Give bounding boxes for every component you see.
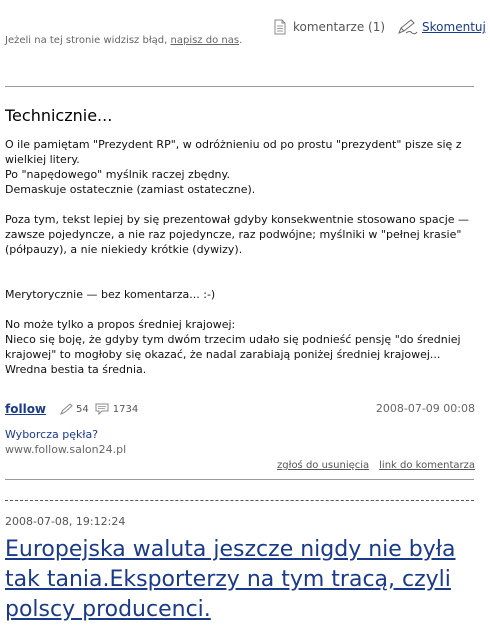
comment-body: [5, 137, 475, 377]
signature-title: Wyborcza pękła?: [5, 428, 99, 441]
post-title-link[interactable]: Europejska waluta jeszcze nigdy nie była tak tania.Eksporterzy na tym tracą, czyli polscy producenci.: [5, 537, 456, 622]
report-abuse-link[interactable]: zgłoś do usunięcia: [277, 460, 370, 471]
report-error-suffix: .: [239, 35, 243, 46]
divider: [5, 479, 474, 480]
comment-paragraph: Merytorycznie — bez komentarza... :-): [5, 288, 216, 301]
comment-paragraph: O ile pamiętam "Prezydent RP", w odróżnieniu od po prostu "prezydent" pisze się z wielkiej litery.: [5, 138, 462, 166]
post-date: 2008-07-08, 19:12:24: [5, 515, 126, 528]
speech-bubble-icon: [94, 403, 110, 415]
comments-count-label: komentarze (1): [293, 20, 386, 34]
comment-author-link[interactable]: follow: [5, 402, 47, 416]
comment-date: 2008-07-09 00:08: [375, 402, 475, 415]
author-comments-count: 1734: [112, 403, 139, 415]
comment-actions: [267, 460, 475, 471]
comment-paragraph: No może tylko a propos średniej krajowej:: [5, 318, 236, 331]
comments-count-link[interactable]: [272, 19, 385, 35]
comment-title: Technicznie...: [5, 106, 113, 125]
dashed-divider: [5, 500, 474, 501]
report-error-text: Jeżeli na tej stronie widzisz błąd,: [5, 35, 171, 46]
signature-url: www.follow.salon24.pl: [5, 443, 127, 456]
pen-icon: [397, 19, 419, 35]
pen-small-icon: [60, 403, 74, 415]
comment-button[interactable]: [397, 19, 486, 35]
comment-meta: [5, 402, 475, 418]
document-icon: [272, 19, 288, 35]
permalink-link[interactable]: link do komentarza: [379, 460, 475, 471]
comment-paragraph: Po "napędowego" myślnik raczej zbędny.: [5, 168, 230, 181]
divider: [5, 86, 474, 87]
author-posts-count: 54: [76, 403, 89, 415]
comment-paragraph: Poza tym, tekst lepiej by się prezentował gdyby konsekwentnie stosowano spacje — zawsze pojedyncze, a nie raz pojedyncze, raz podwójne; myślniki w "pełnej krasie" (półpauzy), a nie niekiedy krótkie (dywizy).: [5, 213, 470, 256]
author-stats: [60, 403, 138, 415]
report-error-line: [5, 35, 242, 46]
comment-paragraph: Demaskuje ostatecznie (zamiast ostateczne).: [5, 183, 256, 196]
top-actions: [272, 18, 486, 36]
comment-button-label: Skomentuj: [422, 20, 486, 34]
comment-paragraph: Nieco się boję, że gdyby tym dwóm trzecim udało się podnieść pensję "do średniej krajowej" to mogłoby się okazać, że nadal zarabiają poniżej średniej krajowej... Wredna bestia ta średnia.: [5, 333, 461, 376]
report-error-link[interactable]: napisz do nas: [170, 35, 240, 46]
